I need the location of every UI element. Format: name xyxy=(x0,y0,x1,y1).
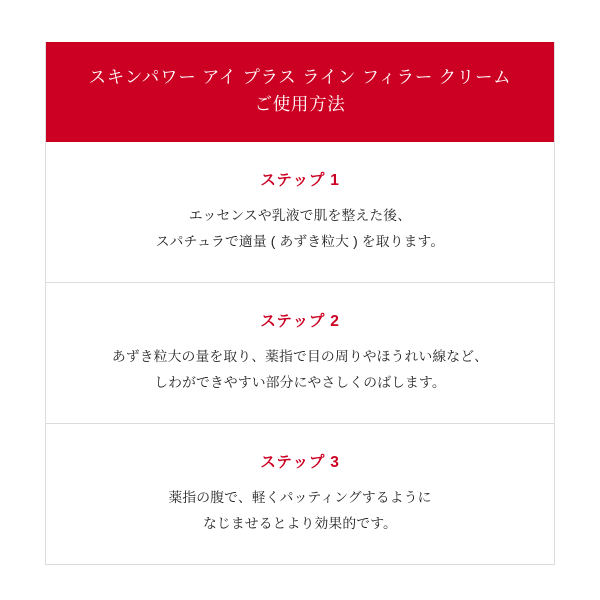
step-description-line: 薬指の腹で、軽くパッティングするように xyxy=(168,490,432,506)
step-title: ステップ 1 xyxy=(260,172,340,190)
step-description-line: なじませるとより効果的です。 xyxy=(203,515,397,531)
step-title: ステップ 2 xyxy=(260,313,340,331)
step-description-line: あずき粒大の量を取り、薬指で目の周りやほうれい線など、 xyxy=(111,349,489,365)
usage-subtitle: ご使用方法 xyxy=(254,94,346,115)
step-item xyxy=(46,283,554,424)
usage-instructions-card xyxy=(45,42,555,565)
card-header xyxy=(46,42,554,142)
step-item xyxy=(46,142,554,283)
step-description-line: しわができやすい部分にやさしくのばします。 xyxy=(154,374,446,390)
step-description-line: エッセンスや乳液で肌を整えた後、 xyxy=(188,208,412,224)
step-description xyxy=(66,203,534,254)
product-title: スキンパワー アイ プラス ライン フィラー クリーム xyxy=(88,67,512,87)
step-title: ステップ 3 xyxy=(260,454,340,472)
step-item xyxy=(46,424,554,564)
step-description xyxy=(66,344,534,395)
step-description xyxy=(66,485,534,536)
steps-list xyxy=(46,142,554,564)
step-description-line: スパチュラで適量 ( あずき粒大 ) を取ります。 xyxy=(155,233,445,249)
